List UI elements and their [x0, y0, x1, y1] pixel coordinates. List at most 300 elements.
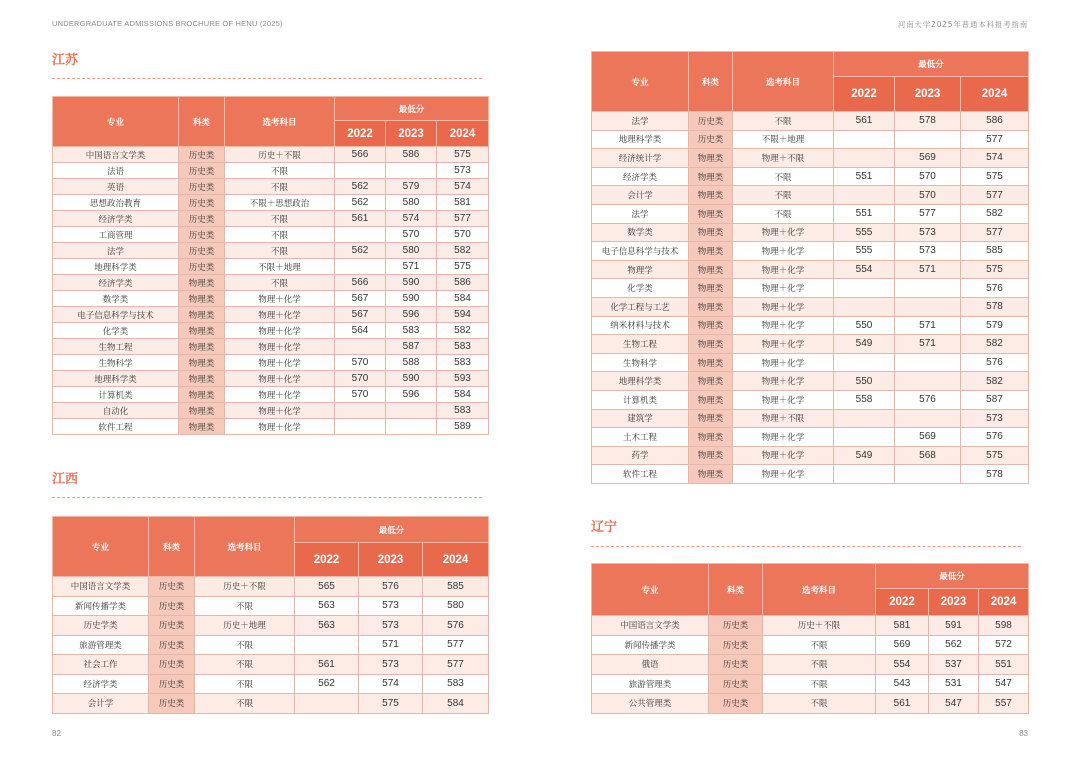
- subjects-cell: 不限: [195, 655, 295, 675]
- col-header-min-score: 最低分: [295, 517, 489, 543]
- major-cell: 数学类: [53, 291, 179, 307]
- score-2024-cell: 587: [961, 390, 1029, 409]
- table-row: [592, 428, 1029, 447]
- major-cell: 电子信息科学与技术: [53, 307, 179, 323]
- category-cell: 物理类: [689, 316, 733, 335]
- category-cell: 物理类: [179, 339, 225, 355]
- brochure-header-right: 河南大学2025年普通本科报考指南: [897, 20, 1028, 29]
- section-title-jiangxi: 江西: [52, 472, 79, 487]
- subjects-cell: 不限: [733, 112, 834, 131]
- score-2022-cell: [295, 694, 359, 714]
- table-row: [592, 112, 1029, 131]
- category-cell: 物理类: [179, 403, 225, 419]
- score-2022-cell: 567: [335, 307, 386, 323]
- score-2022-cell: [834, 279, 895, 298]
- table-row: [592, 130, 1029, 149]
- score-2023-cell: 569: [895, 428, 961, 447]
- major-cell: 法学: [592, 112, 689, 131]
- score-2023-cell: [895, 465, 961, 484]
- subjects-cell: 不限: [763, 694, 876, 714]
- score-2023-cell: 573: [359, 616, 423, 636]
- col-header-year-2022: 2022: [295, 543, 359, 577]
- subjects-cell: 不限＋地理: [733, 130, 834, 149]
- subjects-cell: 物理＋化学: [733, 353, 834, 372]
- table-row: [592, 446, 1029, 465]
- major-cell: 生物科学: [53, 355, 179, 371]
- subjects-cell: 物理＋化学: [733, 428, 834, 447]
- score-2022-cell: 562: [335, 179, 386, 195]
- category-cell: 物理类: [689, 409, 733, 428]
- major-cell: 会计学: [53, 694, 149, 714]
- table-row: [592, 616, 1029, 636]
- score-2022-cell: 561: [834, 112, 895, 131]
- table-row: [592, 390, 1029, 409]
- subjects-cell: 物理＋化学: [225, 371, 335, 387]
- subjects-cell: 不限: [225, 163, 335, 179]
- score-2022-cell: [335, 339, 386, 355]
- score-2024-cell: 578: [961, 465, 1029, 484]
- major-cell: 物理学: [592, 260, 689, 279]
- subjects-cell: 不限: [195, 596, 295, 616]
- score-2024-cell: 547: [979, 674, 1029, 694]
- subjects-cell: 物理＋化学: [225, 323, 335, 339]
- subjects-cell: 不限: [763, 674, 876, 694]
- score-2024-cell: 584: [437, 291, 489, 307]
- category-cell: 物理类: [689, 465, 733, 484]
- score-2024-cell: 582: [437, 243, 489, 259]
- table-row: [592, 353, 1029, 372]
- score-2023-cell: 580: [386, 195, 437, 211]
- score-2022-cell: 551: [834, 167, 895, 186]
- category-cell: 历史类: [689, 130, 733, 149]
- table-row: [592, 204, 1029, 223]
- score-2024-cell: 598: [979, 616, 1029, 636]
- table-row: [592, 655, 1029, 675]
- col-header-subjects: 选考科目: [225, 97, 335, 147]
- major-cell: 法学: [592, 204, 689, 223]
- category-cell: 历史类: [149, 616, 195, 636]
- major-cell: 旅游管理类: [53, 635, 149, 655]
- score-2022-cell: [834, 130, 895, 149]
- score-2023-cell: 562: [929, 635, 979, 655]
- subjects-cell: 不限: [195, 635, 295, 655]
- major-cell: 中国语言文学类: [592, 616, 709, 636]
- score-2023-cell: [386, 163, 437, 179]
- score-2024-cell: 575: [961, 446, 1029, 465]
- score-2023-cell: 571: [895, 316, 961, 335]
- category-cell: 历史类: [689, 112, 733, 131]
- score-2023-cell: 531: [929, 674, 979, 694]
- subjects-cell: 物理＋化学: [225, 339, 335, 355]
- major-cell: 法语: [53, 163, 179, 179]
- major-cell: 俄语: [592, 655, 709, 675]
- score-2024-cell: 583: [437, 403, 489, 419]
- subjects-cell: 物理＋化学: [733, 465, 834, 484]
- score-2023-cell: 573: [359, 655, 423, 675]
- major-cell: 新闻传播学类: [592, 635, 709, 655]
- score-2022-cell: 563: [295, 616, 359, 636]
- section-divider-liaoning: [591, 546, 1021, 547]
- category-cell: 物理类: [689, 372, 733, 391]
- score-2023-cell: 575: [359, 694, 423, 714]
- major-cell: 电子信息科学与技术: [592, 242, 689, 261]
- score-2022-cell: 570: [335, 387, 386, 403]
- major-cell: 计算机类: [592, 390, 689, 409]
- category-cell: 物理类: [689, 167, 733, 186]
- category-cell: 历史类: [709, 635, 763, 655]
- score-2024-cell: 574: [961, 149, 1029, 168]
- major-cell: 会计学: [592, 186, 689, 205]
- category-cell: 历史类: [709, 674, 763, 694]
- section-title-jiangsu: 江苏: [52, 53, 79, 68]
- subjects-cell: 物理＋化学: [733, 242, 834, 261]
- col-header-year-2024: 2024: [961, 77, 1029, 112]
- score-2024-cell: 582: [961, 372, 1029, 391]
- col-header-subjects: 选考科目: [763, 564, 876, 616]
- score-2024-cell: 577: [961, 130, 1029, 149]
- category-cell: 历史类: [709, 694, 763, 714]
- score-2022-cell: 554: [876, 655, 929, 675]
- col-header-year-2022: 2022: [876, 589, 929, 616]
- score-2023-cell: 571: [895, 260, 961, 279]
- col-header-year-2024: 2024: [437, 121, 489, 147]
- category-cell: 物理类: [689, 186, 733, 205]
- major-cell: 生物工程: [53, 339, 179, 355]
- page-number-left: 82: [52, 729, 61, 738]
- score-2024-cell: 584: [437, 387, 489, 403]
- table-row: [53, 616, 489, 636]
- category-cell: 历史类: [179, 179, 225, 195]
- subjects-cell: 历史＋地理: [195, 616, 295, 636]
- score-2024-cell: 551: [979, 655, 1029, 675]
- score-2023-cell: 591: [929, 616, 979, 636]
- subjects-cell: 物理＋化学: [733, 223, 834, 242]
- score-2024-cell: 575: [961, 167, 1029, 186]
- col-header-min-score: 最低分: [834, 52, 1029, 77]
- category-cell: 物理类: [689, 279, 733, 298]
- score-2022-cell: 570: [335, 371, 386, 387]
- score-2023-cell: 570: [895, 186, 961, 205]
- category-cell: 历史类: [149, 577, 195, 597]
- major-cell: 工商管理: [53, 227, 179, 243]
- category-cell: 历史类: [149, 674, 195, 694]
- table-row: [53, 387, 489, 403]
- table-row: [53, 674, 489, 694]
- score-2023-cell: 574: [359, 674, 423, 694]
- page-number-right: 83: [1019, 729, 1028, 738]
- major-cell: 历史学类: [53, 616, 149, 636]
- score-2023-cell: 590: [386, 291, 437, 307]
- table-row: [53, 147, 489, 163]
- col-header-category: 科类: [179, 97, 225, 147]
- major-cell: 经济学类: [592, 167, 689, 186]
- col-header-year-2023: 2023: [386, 121, 437, 147]
- category-cell: 历史类: [709, 616, 763, 636]
- score-2024-cell: 585: [423, 577, 489, 597]
- score-2023-cell: 578: [895, 112, 961, 131]
- subjects-cell: 物理＋不限: [733, 409, 834, 428]
- score-2024-cell: 585: [961, 242, 1029, 261]
- category-cell: 物理类: [179, 291, 225, 307]
- col-header-year-2023: 2023: [929, 589, 979, 616]
- major-cell: 公共管理类: [592, 694, 709, 714]
- major-cell: 社会工作: [53, 655, 149, 675]
- col-header-year-2022: 2022: [335, 121, 386, 147]
- table-row: [592, 186, 1029, 205]
- section-divider-jiangxi: [52, 497, 482, 498]
- score-2022-cell: 567: [335, 291, 386, 307]
- table-row: [53, 339, 489, 355]
- score-2023-cell: [895, 372, 961, 391]
- score-2023-cell: 596: [386, 307, 437, 323]
- category-cell: 物理类: [179, 323, 225, 339]
- category-cell: 物理类: [179, 387, 225, 403]
- score-2024-cell: 577: [423, 635, 489, 655]
- score-2024-cell: 577: [437, 211, 489, 227]
- score-2023-cell: 569: [895, 149, 961, 168]
- score-2022-cell: 561: [295, 655, 359, 675]
- subjects-cell: 不限: [763, 655, 876, 675]
- subjects-cell: 不限: [225, 179, 335, 195]
- major-cell: 中国语言文学类: [53, 147, 179, 163]
- category-cell: 历史类: [179, 195, 225, 211]
- table-row: [592, 149, 1029, 168]
- major-cell: 软件工程: [53, 419, 179, 435]
- score-2023-cell: [895, 297, 961, 316]
- category-cell: 历史类: [709, 655, 763, 675]
- score-2023-cell: 537: [929, 655, 979, 675]
- subjects-cell: 物理＋化学: [733, 446, 834, 465]
- category-cell: 物理类: [179, 355, 225, 371]
- subjects-cell: 物理＋化学: [733, 390, 834, 409]
- category-cell: 物理类: [689, 353, 733, 372]
- table-row: [592, 260, 1029, 279]
- table-row: [53, 419, 489, 435]
- col-header-year-2024: 2024: [423, 543, 489, 577]
- category-cell: 历史类: [149, 596, 195, 616]
- major-cell: 软件工程: [592, 465, 689, 484]
- score-2024-cell: 586: [437, 275, 489, 291]
- score-2023-cell: 574: [386, 211, 437, 227]
- table-row: [53, 307, 489, 323]
- major-cell: 化学工程与工艺: [592, 297, 689, 316]
- major-cell: 土木工程: [592, 428, 689, 447]
- score-2024-cell: 586: [961, 112, 1029, 131]
- table-row: [53, 291, 489, 307]
- category-cell: 物理类: [689, 390, 733, 409]
- table-row: [53, 259, 489, 275]
- subjects-cell: 物理＋化学: [733, 260, 834, 279]
- col-header-min-score: 最低分: [335, 97, 489, 121]
- subjects-cell: 历史＋不限: [225, 147, 335, 163]
- category-cell: 物理类: [689, 297, 733, 316]
- major-cell: 药学: [592, 446, 689, 465]
- jiangsu-admission-table: [52, 96, 489, 435]
- category-cell: 历史类: [179, 147, 225, 163]
- col-header-major: 专业: [592, 564, 709, 616]
- major-cell: 经济统计学: [592, 149, 689, 168]
- col-header-category: 科类: [709, 564, 763, 616]
- score-2024-cell: 589: [437, 419, 489, 435]
- major-cell: 旅游管理类: [592, 674, 709, 694]
- score-2022-cell: 562: [295, 674, 359, 694]
- score-2023-cell: 573: [895, 223, 961, 242]
- major-cell: 地理科学类: [592, 372, 689, 391]
- major-cell: 新闻传播学类: [53, 596, 149, 616]
- category-cell: 物理类: [179, 275, 225, 291]
- major-cell: 经济学类: [53, 674, 149, 694]
- table-row: [592, 409, 1029, 428]
- major-cell: 生物科学: [592, 353, 689, 372]
- score-2022-cell: 558: [834, 390, 895, 409]
- table-row: [53, 179, 489, 195]
- major-cell: 英语: [53, 179, 179, 195]
- category-cell: 历史类: [179, 259, 225, 275]
- score-2022-cell: [335, 227, 386, 243]
- major-cell: 计算机类: [53, 387, 179, 403]
- score-2022-cell: 550: [834, 372, 895, 391]
- table-row: [53, 323, 489, 339]
- col-header-year-2023: 2023: [895, 77, 961, 112]
- table-row: [53, 227, 489, 243]
- table-row: [592, 223, 1029, 242]
- table-row: [592, 316, 1029, 335]
- score-2024-cell: 583: [437, 339, 489, 355]
- score-2023-cell: 571: [359, 635, 423, 655]
- col-header-major: 专业: [53, 517, 149, 577]
- table-row: [592, 335, 1029, 354]
- score-2024-cell: 576: [961, 428, 1029, 447]
- category-cell: 物理类: [689, 149, 733, 168]
- major-cell: 经济学类: [53, 211, 179, 227]
- table-row: [53, 635, 489, 655]
- score-2024-cell: 557: [979, 694, 1029, 714]
- score-2023-cell: 579: [386, 179, 437, 195]
- score-2022-cell: 563: [295, 596, 359, 616]
- subjects-cell: 不限: [195, 674, 295, 694]
- subjects-cell: 不限: [225, 211, 335, 227]
- jiangxi-admission-table: [52, 516, 489, 714]
- score-2023-cell: [386, 403, 437, 419]
- score-2023-cell: [386, 419, 437, 435]
- score-2023-cell: 568: [895, 446, 961, 465]
- score-2023-cell: 576: [359, 577, 423, 597]
- subjects-cell: 不限＋思想政治: [225, 195, 335, 211]
- score-2024-cell: 584: [423, 694, 489, 714]
- score-2022-cell: 551: [834, 204, 895, 223]
- score-2022-cell: 555: [834, 242, 895, 261]
- score-2023-cell: [895, 130, 961, 149]
- table-row: [53, 655, 489, 675]
- score-2024-cell: 570: [437, 227, 489, 243]
- table-row: [592, 279, 1029, 298]
- table-row: [53, 195, 489, 211]
- score-2023-cell: 590: [386, 371, 437, 387]
- subjects-cell: 物理＋化学: [225, 387, 335, 403]
- major-cell: 地理科学类: [53, 259, 179, 275]
- score-2022-cell: 561: [335, 211, 386, 227]
- score-2024-cell: 577: [961, 223, 1029, 242]
- col-header-major: 专业: [53, 97, 179, 147]
- category-cell: 历史类: [179, 243, 225, 259]
- major-cell: 思想政治教育: [53, 195, 179, 211]
- table-row: [592, 167, 1029, 186]
- score-2024-cell: 580: [423, 596, 489, 616]
- score-2022-cell: 554: [834, 260, 895, 279]
- score-2024-cell: 593: [437, 371, 489, 387]
- major-cell: 生物工程: [592, 335, 689, 354]
- score-2022-cell: 581: [876, 616, 929, 636]
- score-2022-cell: [335, 259, 386, 275]
- subjects-cell: 物理＋化学: [225, 419, 335, 435]
- score-2022-cell: [335, 403, 386, 419]
- col-header-major: 专业: [592, 52, 689, 112]
- category-cell: 物理类: [179, 307, 225, 323]
- score-2022-cell: [834, 353, 895, 372]
- major-cell: 地理科学类: [592, 130, 689, 149]
- table-row: [592, 372, 1029, 391]
- score-2022-cell: 549: [834, 335, 895, 354]
- score-2023-cell: 576: [895, 390, 961, 409]
- subjects-cell: 不限: [225, 243, 335, 259]
- section-title-liaoning: 辽宁: [591, 520, 618, 535]
- table-row: [592, 694, 1029, 714]
- subjects-cell: 不限: [763, 635, 876, 655]
- score-2023-cell: 590: [386, 275, 437, 291]
- brochure-header-left: UNDERGRADUATE ADMISSIONS BROCHURE OF HENU (2025): [52, 19, 283, 28]
- score-2024-cell: 594: [437, 307, 489, 323]
- score-2022-cell: [834, 297, 895, 316]
- score-2022-cell: 569: [876, 635, 929, 655]
- subjects-cell: 物理＋化学: [225, 291, 335, 307]
- category-cell: 历史类: [149, 694, 195, 714]
- category-cell: 物理类: [689, 260, 733, 279]
- score-2023-cell: 570: [386, 227, 437, 243]
- subjects-cell: 不限: [733, 167, 834, 186]
- table-row: [592, 242, 1029, 261]
- major-cell: 地理科学类: [53, 371, 179, 387]
- score-2024-cell: 577: [961, 186, 1029, 205]
- category-cell: 物理类: [689, 204, 733, 223]
- col-header-subjects: 选考科目: [195, 517, 295, 577]
- score-2023-cell: 571: [895, 335, 961, 354]
- score-2022-cell: 562: [335, 243, 386, 259]
- category-cell: 历史类: [179, 211, 225, 227]
- category-cell: 物理类: [689, 446, 733, 465]
- subjects-cell: 物理＋化学: [225, 307, 335, 323]
- col-header-category: 科类: [689, 52, 733, 112]
- score-2023-cell: 587: [386, 339, 437, 355]
- subjects-cell: 物理＋化学: [225, 355, 335, 371]
- score-2023-cell: 573: [895, 242, 961, 261]
- col-header-year-2024: 2024: [979, 589, 1029, 616]
- col-header-min-score: 最低分: [876, 564, 1029, 589]
- major-cell: 化学类: [592, 279, 689, 298]
- score-2022-cell: 561: [876, 694, 929, 714]
- subjects-cell: 物理＋化学: [225, 403, 335, 419]
- category-cell: 历史类: [179, 227, 225, 243]
- score-2024-cell: 582: [437, 323, 489, 339]
- major-cell: 经济学类: [53, 275, 179, 291]
- score-2023-cell: [895, 409, 961, 428]
- col-header-year-2023: 2023: [359, 543, 423, 577]
- score-2023-cell: 570: [895, 167, 961, 186]
- table-row: [53, 243, 489, 259]
- score-2024-cell: 581: [437, 195, 489, 211]
- col-header-category: 科类: [149, 517, 195, 577]
- score-2024-cell: 583: [423, 674, 489, 694]
- score-2023-cell: 573: [359, 596, 423, 616]
